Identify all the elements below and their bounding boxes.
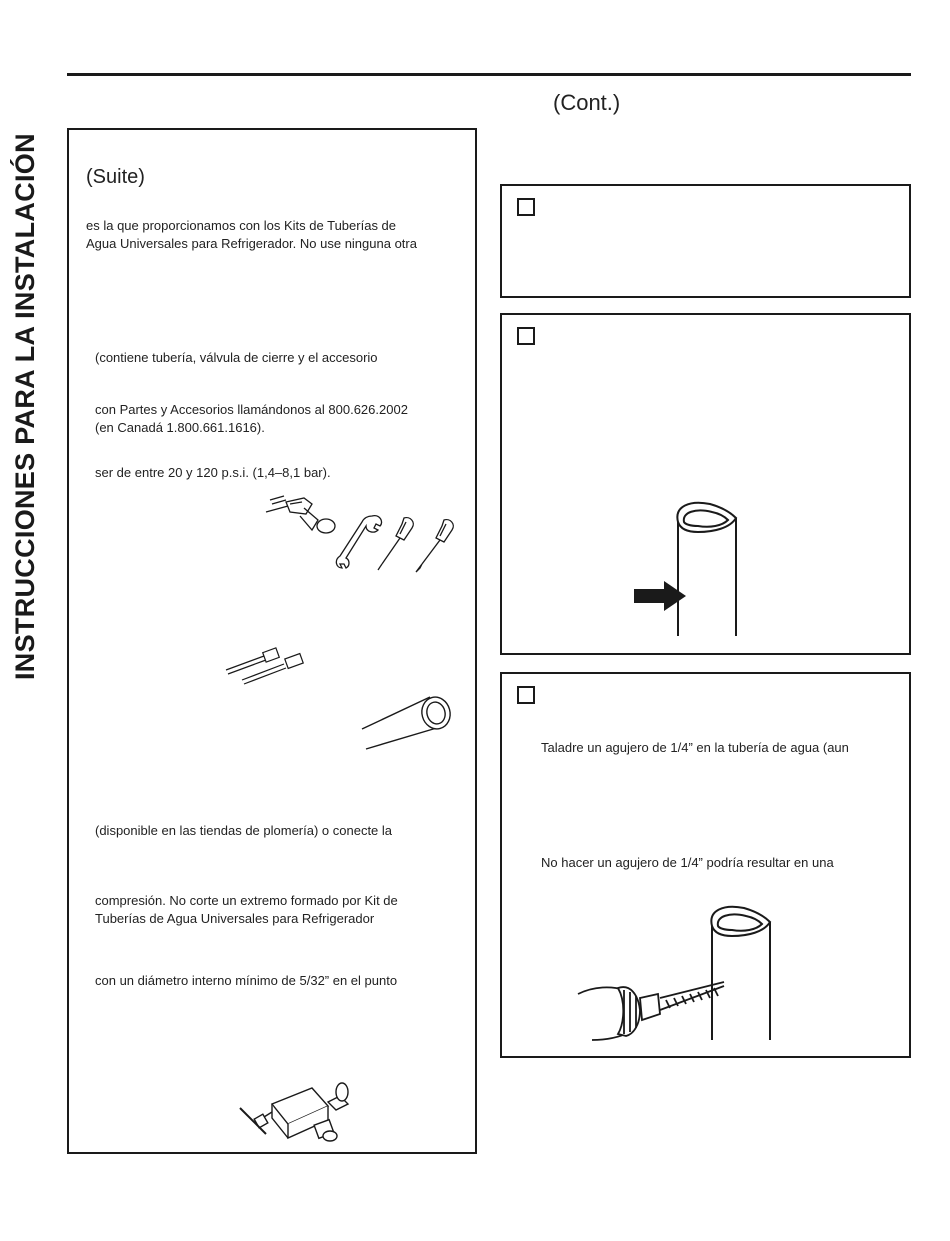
compression-fittings-icon [224, 642, 312, 686]
screwdriver-icon [412, 518, 458, 574]
drill-icon [264, 490, 344, 540]
copper-tubing-icon [360, 695, 456, 753]
step-checkbox[interactable] [517, 198, 535, 216]
drill-icon [574, 970, 734, 1046]
body-text: Taladre un agujero de 1/4” en la tubería de agua (aun [541, 740, 849, 755]
body-text: Tuberías de Agua Universales para Refrigerador [95, 911, 375, 926]
body-text: con un diámetro interno mínimo de 5/32” en el punto [95, 973, 398, 988]
body-text: es la que proporcionamos con los Kits de Tuberías de [86, 218, 397, 233]
body-text: con Partes y Accesorios llamándonos al 800.626.2002 [95, 402, 408, 417]
body-text: Agua Universales para Refrigerador. No use ninguna otra [86, 236, 417, 251]
body-text: (en Canadá 1.800.661.1616). [95, 420, 265, 435]
page-heading-cont: (Cont.) [553, 90, 621, 115]
step-panel [500, 184, 911, 298]
step-checkbox[interactable] [517, 327, 535, 345]
body-text: (contiene tubería, válvula de cierre y el accesorio [95, 350, 378, 365]
section-heading-suite: (Suite) [86, 166, 145, 188]
body-text: (disponible en las tiendas de plomería) o conecte la [95, 823, 393, 838]
water-pipe-icon [670, 496, 750, 638]
step-checkbox[interactable] [517, 686, 535, 704]
body-text: No hacer un agujero de 1/4” podría resultar en una [541, 855, 834, 870]
left-panel [67, 128, 477, 1154]
arrow-right-icon [634, 581, 686, 611]
side-title: INSTRUCCIONES PARA LA INSTALACIÓN [10, 133, 40, 680]
body-text: ser de entre 20 y 120 p.s.i. (1,4–8,1 bar). [95, 465, 331, 480]
shutoff-valve-icon [236, 1078, 356, 1146]
top-rule [67, 73, 911, 76]
body-text: compresión. No corte un extremo formado por Kit de [95, 893, 398, 908]
